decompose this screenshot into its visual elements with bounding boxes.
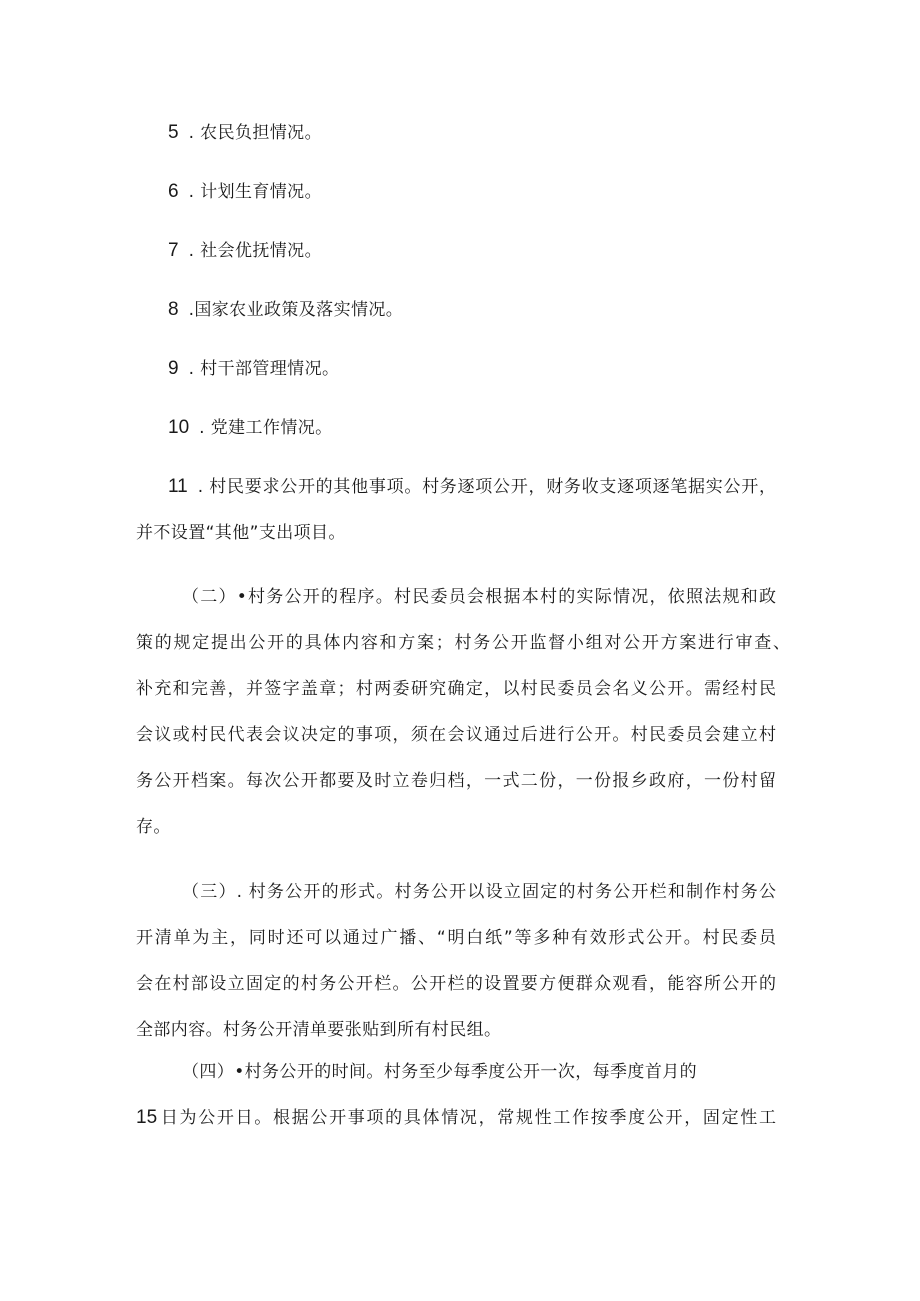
section-3-line-3: 会在村部设立固定的村务公开栏。公开栏的设置要方便群众观看，能容所公开的 [136,974,776,994]
section-2-line-4: 会议或村民代表会议决定的事项，须在会议通过后进行公开。村民委员会建立村 [136,725,776,745]
list-text: . 社会优抚情况。 [188,241,322,261]
section-2-line-5: 务公开档案。每次公开都要及时立卷归档，一式二份，一份报乡政府，一份村留 [136,771,776,791]
list-item-6 [168,180,322,204]
section-2-line-6: 存。 [136,817,171,837]
list-number: 6 [168,181,179,202]
list-text: . 村民要求公开的其他事项。村务逐项公开，财务收支逐项逐笔据实公开， [197,477,776,497]
list-text: . 党建工作情况。 [199,418,333,438]
list-text: . 计划生育情况。 [188,182,322,202]
section-3-line-2: 开清单为主，同时还可以通过广播、“明白纸”等多种有效形式公开。村民委员 [136,928,776,948]
section-3-line-1: （三）. 村务公开的形式。村务公开以设立固定的村务公开栏和制作村务公 [182,882,776,902]
list-text: . 村干部管理情况。 [188,359,340,379]
list-item-8 [168,298,403,322]
list-text: . 农民负担情况。 [188,123,322,143]
section-2-line-3: 补充和完善，并签字盖章；村两委研究确定，以村民委员会名义公开。需经村民 [136,679,776,699]
list-number: 9 [168,358,179,379]
list-number: 7 [168,240,179,261]
list-item-10 [168,416,333,440]
list-number: 5 [168,122,179,143]
date-number: 15 [136,1107,158,1128]
list-item-11-continuation: 并不设置“其他”支出项目。 [136,523,346,543]
section-4-line-1: （四）•村务公开的时间。村务至少每季度公开一次，每季度首月的 [182,1062,698,1082]
list-item-5 [168,121,322,145]
list-number: 10 [168,417,190,438]
list-number: 11 [168,476,188,497]
section-3-line-4: 全部内容。村务公开清单要张贴到所有村民组。 [136,1020,502,1040]
section-4-line-2-text: 日为公开日。根据公开事项的具体情况，常规性工作按季度公开，固定性工 [159,1108,776,1128]
section-2-line-1: （二）•村务公开的程序。村民委员会根据本村的实际情况，依照法规和政 [182,587,776,607]
list-number: 8 [168,299,179,320]
list-item-9 [168,357,339,381]
list-item-11 [168,475,776,499]
list-text: .国家农业政策及落实情况。 [188,300,404,320]
section-2-line-2: 策的规定提出公开的具体内容和方案；村务公开监督小组对公开方案进行审查、 [136,633,790,653]
section-4-line-2 [136,1106,776,1130]
list-item-7 [168,239,322,263]
